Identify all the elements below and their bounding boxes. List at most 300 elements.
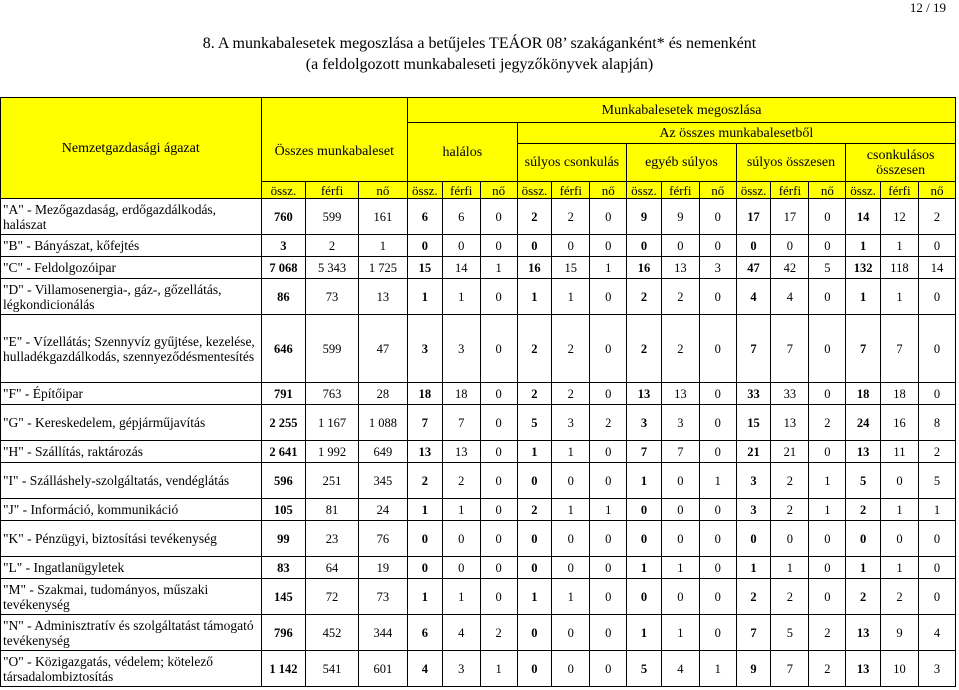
cell-value: 5 343 [306,257,359,279]
cell-value: 1 992 [306,441,359,463]
cell-value: 0 [699,557,736,579]
cell-value: 15 [552,257,590,279]
cell-value: 0 [661,579,699,615]
cell-value: 0 [552,463,590,499]
subheader-male: férfi [306,182,359,199]
cell-value: 4 [661,651,699,687]
cell-value: 0 [442,235,480,257]
cell-value: 13 [846,615,881,651]
cell-value: 1 [480,257,517,279]
severe-mutilation-header: súlyos csonkulás [517,144,627,182]
cell-value: 0 [590,279,627,315]
cell-value: 72 [306,579,359,615]
cell-value: 19 [358,557,407,579]
cell-value: 0 [480,521,517,557]
cell-value: 7 [771,315,809,383]
cell-value: 118 [880,257,918,279]
cell-value: 251 [306,463,359,499]
cell-value: 0 [517,651,552,687]
cell-value: 452 [306,615,359,651]
cell-value: 3 [261,235,306,257]
cell-value: 0 [809,441,846,463]
cell-value: 5 [846,463,881,499]
subheader-total: össz. [408,182,443,199]
cell-value: 0 [880,463,918,499]
page-number: 12 / 19 [909,0,946,15]
cell-value: 3 [736,463,771,499]
subheader-total: össz. [627,182,662,199]
cell-value: 0 [699,441,736,463]
cell-value: 1 [627,557,662,579]
cell-value: 1 [699,651,736,687]
subheader-female: nő [699,182,736,199]
total-header: Összes munkabaleset [261,123,407,182]
cell-value: 5 [809,257,846,279]
cell-value: 14 [918,257,955,279]
subheader-female: nő [918,182,955,199]
cell-value: 1 [880,279,918,315]
cell-value: 0 [590,235,627,257]
cell-value: 0 [771,235,809,257]
cell-value: 13 [771,405,809,441]
cell-value: 796 [261,615,306,651]
cell-value: 2 [517,315,552,383]
cell-value: 7 [661,441,699,463]
sector-name: "M" - Szakmai, tudományos, műszaki tevékenység [1,579,262,615]
cell-value: 0 [699,383,736,405]
cell-value: 791 [261,383,306,405]
cell-value: 0 [809,199,846,235]
cell-value: 9 [880,615,918,651]
cell-value: 7 [408,405,443,441]
cell-value: 1 [442,579,480,615]
cell-value: 0 [590,199,627,235]
cell-value: 0 [918,315,955,383]
cell-value: 1 142 [261,651,306,687]
cell-value: 0 [517,557,552,579]
cell-value: 1 [590,257,627,279]
cell-value: 2 [918,199,955,235]
cell-value: 0 [552,557,590,579]
cell-value: 0 [517,235,552,257]
cell-value: 0 [918,235,955,257]
cell-value: 0 [590,557,627,579]
cell-value: 0 [480,383,517,405]
cell-value: 0 [480,279,517,315]
cell-value: 1 [846,279,881,315]
cell-value: 17 [771,199,809,235]
cell-value: 0 [699,235,736,257]
cell-value: 1 [408,279,443,315]
cell-value: 3 [699,257,736,279]
subheader-total: össz. [517,182,552,199]
cell-value: 2 [552,383,590,405]
cell-value: 13 [846,441,881,463]
subheader-total: össz. [846,182,881,199]
cell-value: 2 [809,615,846,651]
table-row [1,557,956,579]
cell-value: 649 [358,441,407,463]
accident-table [0,97,956,687]
cell-value: 6 [408,199,443,235]
subheader-female: nő [358,182,407,199]
cell-value: 2 [918,441,955,463]
cell-value: 0 [517,463,552,499]
cell-value: 2 255 [261,405,306,441]
table-row [1,579,956,615]
cell-value: 2 [809,405,846,441]
cell-value: 1 [736,557,771,579]
cell-value: 0 [809,279,846,315]
cell-value: 9 [736,651,771,687]
cell-value: 7 [880,315,918,383]
subheader-total: össz. [736,182,771,199]
cell-value: 0 [590,521,627,557]
cell-value: 2 [880,579,918,615]
cell-value: 1 [771,557,809,579]
cell-value: 28 [358,383,407,405]
sector-header: Nemzetgazdasági ágazat [1,98,262,199]
cell-value: 16 [517,257,552,279]
table-row [1,521,956,557]
cell-value: 2 [736,579,771,615]
cell-value: 33 [736,383,771,405]
table-row [1,257,956,279]
cell-value: 15 [736,405,771,441]
cell-value: 0 [480,405,517,441]
cell-value: 2 [771,579,809,615]
cell-value: 76 [358,521,407,557]
cell-value: 1 [661,615,699,651]
cell-value: 1 [809,463,846,499]
total-header-top [261,98,407,123]
cell-value: 0 [590,651,627,687]
cell-value: 1 [661,557,699,579]
cell-value: 0 [918,579,955,615]
cell-value: 0 [809,521,846,557]
cell-value: 1 [880,557,918,579]
cell-value: 601 [358,651,407,687]
cell-value: 1 [627,463,662,499]
cell-value: 0 [552,235,590,257]
cell-value: 2 [517,383,552,405]
cell-value: 0 [918,521,955,557]
cell-value: 0 [442,521,480,557]
cell-value: 24 [358,499,407,521]
cell-value: 1 [552,579,590,615]
cell-value: 5 [918,463,955,499]
cell-value: 132 [846,257,881,279]
cell-value: 0 [480,557,517,579]
cell-value: 0 [408,557,443,579]
cell-value: 73 [306,279,359,315]
cell-value: 1 088 [358,405,407,441]
sector-name: "O" - Közigazgatás, védelem; kötelező társadalombiztosítás [1,651,262,687]
cell-value: 2 [627,315,662,383]
sector-name: "G" - Kereskedelem, gépjárműjavítás [1,405,262,441]
cell-value: 0 [699,579,736,615]
cell-value: 5 [771,615,809,651]
cell-value: 7 [627,441,662,463]
cell-value: 0 [918,279,955,315]
cell-value: 1 [408,579,443,615]
cell-value: 0 [480,463,517,499]
table-row [1,315,956,383]
sector-name: "E" - Vízellátás; Szennyvíz gyűjtése, kezelése, hulladékgazdálkodás, szennyeződésmentesítés [1,315,262,383]
sector-name: "N" - Adminisztratív és szolgáltatást támogató tevékenység [1,615,262,651]
sector-name: "I" - Szálláshely-szolgáltatás, vendéglátás [1,463,262,499]
cell-value: 0 [408,235,443,257]
cell-value: 7 068 [261,257,306,279]
subheader-male: férfi [552,182,590,199]
cell-value: 1 [517,279,552,315]
fatal-header: halálos [408,123,518,182]
cell-value: 1 [517,579,552,615]
cell-value: 0 [699,315,736,383]
cell-value: 0 [918,383,955,405]
cell-value: 1 [846,557,881,579]
other-severe-header: egyéb súlyos [627,144,737,182]
cell-value: 161 [358,199,407,235]
cell-value: 1 [809,499,846,521]
cell-value: 14 [846,199,881,235]
cell-value: 2 [846,499,881,521]
cell-value: 0 [517,615,552,651]
cell-value: 3 [736,499,771,521]
cell-value: 1 [880,235,918,257]
cell-value: 18 [408,383,443,405]
sector-name: "D" - Villamosenergia-, gáz-, gőzellátás, légkondicionálás [1,279,262,315]
cell-value: 0 [552,615,590,651]
cell-value: 21 [736,441,771,463]
cell-value: 0 [480,579,517,615]
cell-value: 11 [880,441,918,463]
cell-value: 145 [261,579,306,615]
cell-value: 1 [552,441,590,463]
sector-name: "A" - Mezőgazdaság, erdőgazdálkodás, halászat [1,199,262,235]
cell-value: 596 [261,463,306,499]
sector-name: "L" - Ingatlanügyletek [1,557,262,579]
cell-value: 8 [918,405,955,441]
cell-value: 2 [627,279,662,315]
cell-value: 42 [771,257,809,279]
cell-value: 599 [306,199,359,235]
cell-value: 23 [306,521,359,557]
cell-value: 13 [627,383,662,405]
cell-value: 81 [306,499,359,521]
cell-value: 0 [809,315,846,383]
sector-name: "B" - Bányászat, kőfejtés [1,235,262,257]
cell-value: 5 [627,651,662,687]
subheader-male: férfi [442,182,480,199]
cell-value: 0 [699,405,736,441]
table-row [1,651,956,687]
cell-value: 2 [590,405,627,441]
cell-value: 0 [846,521,881,557]
sector-name: "J" - Információ, kommunikáció [1,499,262,521]
cell-value: 15 [408,257,443,279]
cell-value: 1 [880,499,918,521]
cell-value: 1 [442,279,480,315]
table-row [1,441,956,463]
cell-value: 24 [846,405,881,441]
cell-value: 13 [661,257,699,279]
subheader-total: össz. [261,182,306,199]
cell-value: 0 [699,499,736,521]
cell-value: 12 [880,199,918,235]
cell-value: 0 [661,521,699,557]
cell-value: 2 [552,315,590,383]
cell-value: 4 [918,615,955,651]
cell-value: 3 [552,405,590,441]
cell-value: 3 [442,651,480,687]
table-row [1,279,956,315]
cell-value: 0 [590,615,627,651]
cell-value: 9 [627,199,662,235]
cell-value: 33 [771,383,809,405]
cell-value: 0 [442,557,480,579]
cell-value: 0 [480,499,517,521]
cell-value: 21 [771,441,809,463]
cell-value: 7 [846,315,881,383]
cell-value: 17 [736,199,771,235]
cell-value: 0 [918,557,955,579]
cell-value: 541 [306,651,359,687]
cell-value: 2 [846,579,881,615]
mutilation-total-header: csonkulásos összesen [846,144,956,182]
cell-value: 18 [880,383,918,405]
cell-value: 763 [306,383,359,405]
cell-value: 0 [771,521,809,557]
cell-value: 3 [918,651,955,687]
cell-value: 13 [358,279,407,315]
sector-name: "F" - Építőipar [1,383,262,405]
cell-value: 1 [627,615,662,651]
cell-value: 2 [661,315,699,383]
cell-value: 0 [552,521,590,557]
subheader-female: nő [809,182,846,199]
cell-value: 345 [358,463,407,499]
cell-value: 6 [442,199,480,235]
cell-value: 2 [442,463,480,499]
cell-value: 99 [261,521,306,557]
cell-value: 13 [442,441,480,463]
cell-value: 2 [480,615,517,651]
subheader-female: nő [590,182,627,199]
cell-value: 0 [480,441,517,463]
cell-value: 2 [809,651,846,687]
cell-value: 73 [358,579,407,615]
cell-value: 2 [517,199,552,235]
cell-value: 9 [661,199,699,235]
cell-value: 0 [480,315,517,383]
cell-value: 47 [358,315,407,383]
cell-value: 1 [442,499,480,521]
table-row [1,463,956,499]
cell-value: 7 [442,405,480,441]
cell-value: 1 167 [306,405,359,441]
subheader-male: férfi [661,182,699,199]
cell-value: 16 [880,405,918,441]
cell-value: 1 [699,463,736,499]
severe-total-header: súlyos összesen [736,144,846,182]
cell-value: 83 [261,557,306,579]
cell-value: 64 [306,557,359,579]
table-subtitle: (a feldolgozott munkabaleseti jegyzőkönyvek alapján) [305,56,654,73]
cell-value: 1 [846,235,881,257]
cell-value: 1 [918,499,955,521]
cell-value: 5 [517,405,552,441]
cell-value: 2 [771,499,809,521]
cell-value: 0 [408,521,443,557]
table-row [1,405,956,441]
cell-value: 4 [442,615,480,651]
sector-name: "C" - Feldolgozóipar [1,257,262,279]
table-title: 8. A munkabalesetek megoszlása a betűjeles TEÁOR 08’ szakáganként* és nemenként [202,35,757,52]
table-row [1,499,956,521]
cell-value: 3 [661,405,699,441]
cell-value: 1 [517,441,552,463]
table-row [1,235,956,257]
cell-value: 0 [552,651,590,687]
cell-value: 0 [699,279,736,315]
cell-value: 2 [552,199,590,235]
cell-value: 1 725 [358,257,407,279]
cell-value: 0 [590,579,627,615]
table-row [1,615,956,651]
cell-value: 18 [846,383,881,405]
cell-value: 0 [809,557,846,579]
cell-value: 0 [517,521,552,557]
cell-value: 10 [880,651,918,687]
cell-value: 86 [261,279,306,315]
cell-value: 0 [590,463,627,499]
cell-value: 2 641 [261,441,306,463]
of-all-header: Az összes munkabalesetből [517,123,955,144]
cell-value: 4 [771,279,809,315]
cell-value: 0 [627,521,662,557]
cell-value: 0 [661,463,699,499]
cell-value: 344 [358,615,407,651]
cell-value: 7 [771,651,809,687]
cell-value: 0 [809,383,846,405]
table-row [1,383,956,405]
cell-value: 2 [306,235,359,257]
cell-value: 0 [590,315,627,383]
cell-value: 2 [661,279,699,315]
cell-value: 105 [261,499,306,521]
distribution-header: Munkabalesetek megoszlása [408,98,956,123]
cell-value: 0 [809,235,846,257]
cell-value: 14 [442,257,480,279]
sector-name: "K" - Pénzügyi, biztosítási tevékenység [1,521,262,557]
sector-name: "H" - Szállítás, raktározás [1,441,262,463]
cell-value: 0 [736,521,771,557]
cell-value: 0 [809,579,846,615]
cell-value: 0 [661,499,699,521]
cell-value: 1 [590,499,627,521]
cell-value: 4 [408,651,443,687]
cell-value: 599 [306,315,359,383]
cell-value: 18 [442,383,480,405]
table-row [1,199,956,235]
cell-value: 0 [627,579,662,615]
cell-value: 760 [261,199,306,235]
cell-value: 1 [552,279,590,315]
cell-value: 3 [627,405,662,441]
cell-value: 13 [408,441,443,463]
cell-value: 0 [699,615,736,651]
